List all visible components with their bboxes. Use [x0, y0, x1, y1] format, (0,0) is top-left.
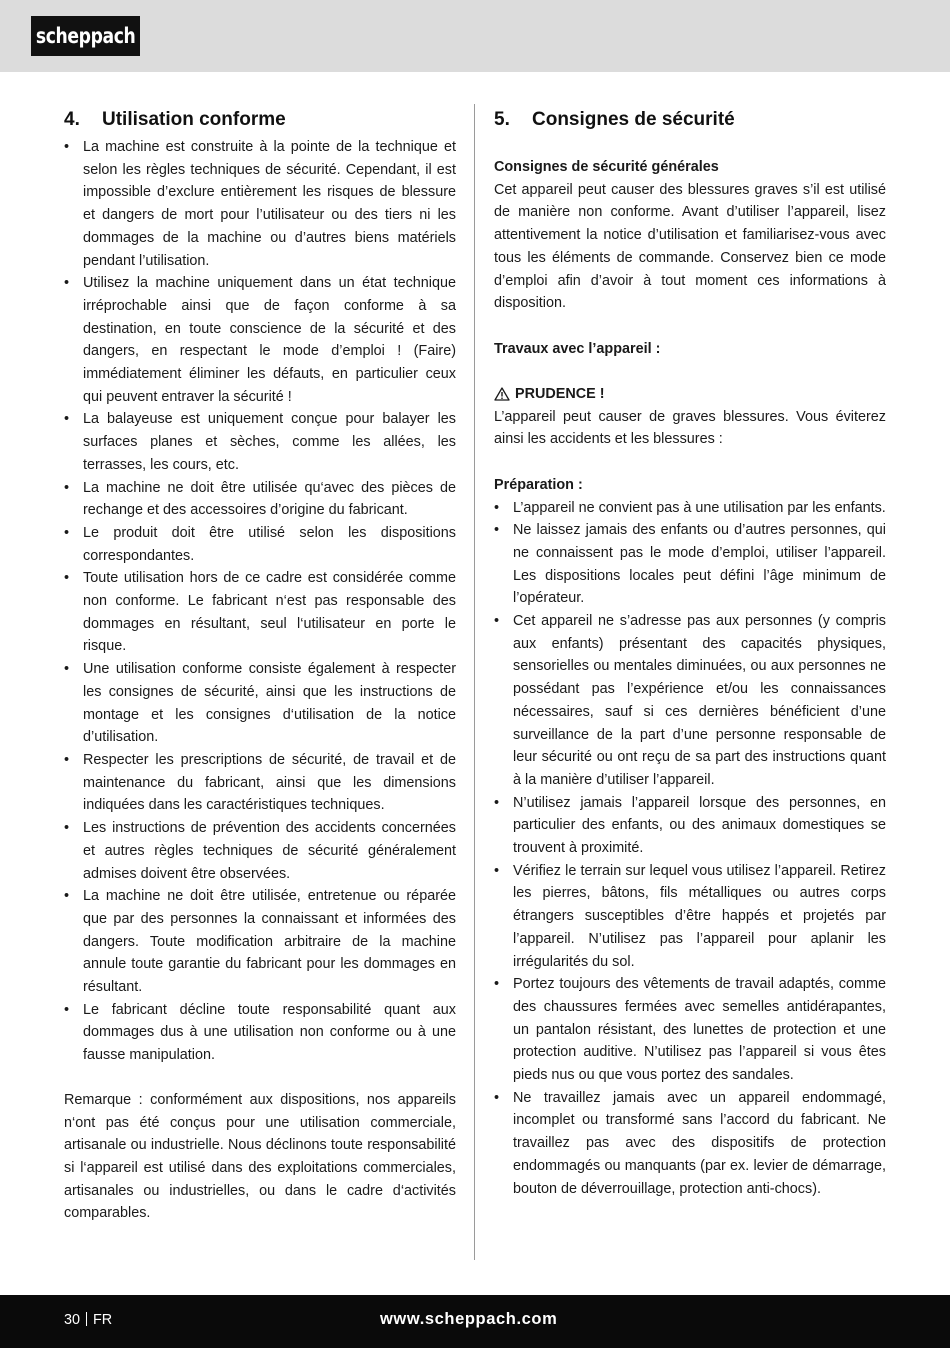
list-item: • Vérifiez le terrain sur lequel vous utilisez l’appareil. Retirez les pierres, bâtons, fils métalliques ou autres corps étrangers susceptibles d’être happés et projetés par l’appareil. N’utilisez pas l’appareil pour aplanir les irrégularités du sol.	[494, 860, 886, 974]
column-divider	[474, 104, 475, 1260]
list-item: • La machine ne doit être utilisée, entretenue ou réparée que par des personnes la connaissant et informées des dangers. Toute modification arbitraire de la machine annule toute garantie du fabricant pour les dommages en résultant.	[64, 885, 456, 999]
page-number	[64, 1310, 112, 1330]
list-item: • Le fabricant décline toute responsabilité quant aux dommages dus à une utilisation non conforme ou à une fausse manipulation.	[64, 999, 456, 1067]
section-number: 5.	[494, 109, 510, 130]
list-item: • La machine est construite à la pointe de la technique et selon les règles techniques de sécurité. Cependant, il est impossible d’exclure entièrement les risques de blessure et dangers de mort pour l’utilisateur ou des tiers ni les dommages de la machine ou d’autres biens matériels pendant l’utilisation.	[64, 136, 456, 272]
general-safety-text: Cet appareil peut causer des blessures graves s’il est utilisé de manière non conforme. Avant d’utiliser l’appareil, lisez attentivement la notice d’utilisation et familiarisez-vous avec tous les éléments de commande. Conservez bien ce mode d’emploi afin d’avoir à tout moment ces informations à disposition.	[494, 181, 886, 312]
list-item: • Ne laissez jamais des enfants ou d’autres personnes, qui ne connaissent pas le mode d’emploi, utiliser l’appareil. Les dispositions locales peut défini l’âge minimum de l’opérateur.	[494, 519, 886, 610]
section-title-text: Utilisation conforme	[102, 109, 286, 130]
left-column	[64, 104, 456, 1239]
website-url[interactable]: www.scheppach.com	[380, 1310, 558, 1328]
caution-text: L’appareil peut causer de graves blessures. Vous éviterez ainsi les accidents et les blessures :	[494, 408, 886, 448]
footer-separator	[86, 1312, 87, 1326]
warning-triangle-icon	[494, 387, 510, 401]
right-column	[494, 104, 886, 1200]
list-item: • Cet appareil ne s’adresse pas aux personnes (y compris aux enfants) présentant des capacités physiques, sensorielles ou mentales diminuées, ou aux personnes ne possédant pas l’expérience et/ou les connaissances nécessaires, sauf si ces dernières bénéficient d’une surveillance de la part d’une personne responsable de leur sécurité ou ont reçu de sa part des instructions quant à la manière d’utiliser l’appareil.	[494, 610, 886, 792]
general-safety-block	[494, 156, 886, 315]
list-item: • Portez toujours des vêtements de travail adaptés, comme des chaussures fermées avec semelles antidérapantes, un pantalon résistant, des lunettes de protection et une protection auditive. N’utilisez pas l’appareil si vous êtes pieds nus ou que vous portez des sandales.	[494, 973, 886, 1087]
remark-paragraph: Remarque : conformément aux dispositions, nos appareils n‘ont pas été conçus pour une utilisation commerciale, artisanale ou industrielle. Nous déclinons toute responsabilité si l‘appareil est utilisé dans des exploitations commerciales, artisanales ou industrielles, ou dans le cadre d‘activités comparables.	[64, 1091, 456, 1222]
brand-logo-text: scheppach	[35, 24, 136, 48]
section-title-text: Consignes de sécurité	[532, 109, 735, 130]
header-band	[0, 0, 950, 72]
preparation-list	[494, 497, 886, 1201]
general-safety-heading: Consignes de sécurité générales	[494, 159, 719, 175]
language-code: FR	[93, 1312, 113, 1328]
caution-label: PRUDENCE !	[515, 386, 605, 402]
list-item: • Une utilisation conforme consiste également à respecter les consignes de sécurité, ainsi que les instructions de montage et les consignes d‘utilisation de la notice d’utilisation.	[64, 658, 456, 749]
footer-band	[0, 1295, 950, 1348]
section-title-intended-use	[64, 104, 456, 136]
list-item: • N’utilisez jamais l’appareil lorsque des personnes, en particulier des enfants, ou des animaux domestiques se trouvent à proximité.	[494, 792, 886, 860]
work-heading: Travaux avec l’appareil :	[494, 340, 661, 357]
list-item: • Respecter les prescriptions de sécurité, de travail et de maintenance du fabricant, ainsi que les dimensions indiquées dans les caractéristiques techniques.	[64, 749, 456, 817]
intended-use-list	[64, 136, 456, 1067]
list-item: • La machine ne doit être utilisée qu‘avec des pièces de rechange et des accessoires d’origine du fabricant.	[64, 477, 456, 522]
section-title-safety	[494, 104, 886, 136]
list-item: • Toute utilisation hors de ce cadre est considérée comme non conforme. Le fabricant n‘est pas responsable des dommages en résultant, seul l‘utilisateur en porte le risque.	[64, 567, 456, 658]
preparation-heading: Préparation :	[494, 476, 583, 493]
list-item: • La balayeuse est uniquement conçue pour balayer les surfaces planes et sèches, comme les allées, les terrasses, les cours, etc.	[64, 408, 456, 476]
section-number: 4.	[64, 109, 80, 130]
list-item: • Le produit doit être utilisé selon les dispositions correspondantes.	[64, 522, 456, 567]
list-item: • Les instructions de prévention des accidents concernées et autres règles techniques de sécurité généralement admises doivent être observées.	[64, 817, 456, 885]
caution-heading	[494, 383, 886, 406]
list-item: • Ne travaillez jamais avec un appareil endommagé, incomplet ou transformé sans l’accord du fabricant. Ne travaillez pas avec des dispositifs de protection endommagés ou manquants (par ex. levier de démarrage, bouton de déverrouillage, protection anti-chocs).	[494, 1087, 886, 1201]
list-item: • Utilisez la machine uniquement dans un état technique irréprochable ainsi que de façon conforme à sa destination, en toute conscience de la sécurité et des dangers, en respectant le mode d’emploi ! (Faire) immédiatement éliminer les défauts, en particulier ceux qui peuvent entraver la sécurité !	[64, 272, 456, 408]
brand-logo	[31, 16, 140, 56]
list-item: • L’appareil ne convient pas à une utilisation par les enfants.	[494, 497, 886, 520]
page-number-value: 30	[64, 1312, 81, 1328]
